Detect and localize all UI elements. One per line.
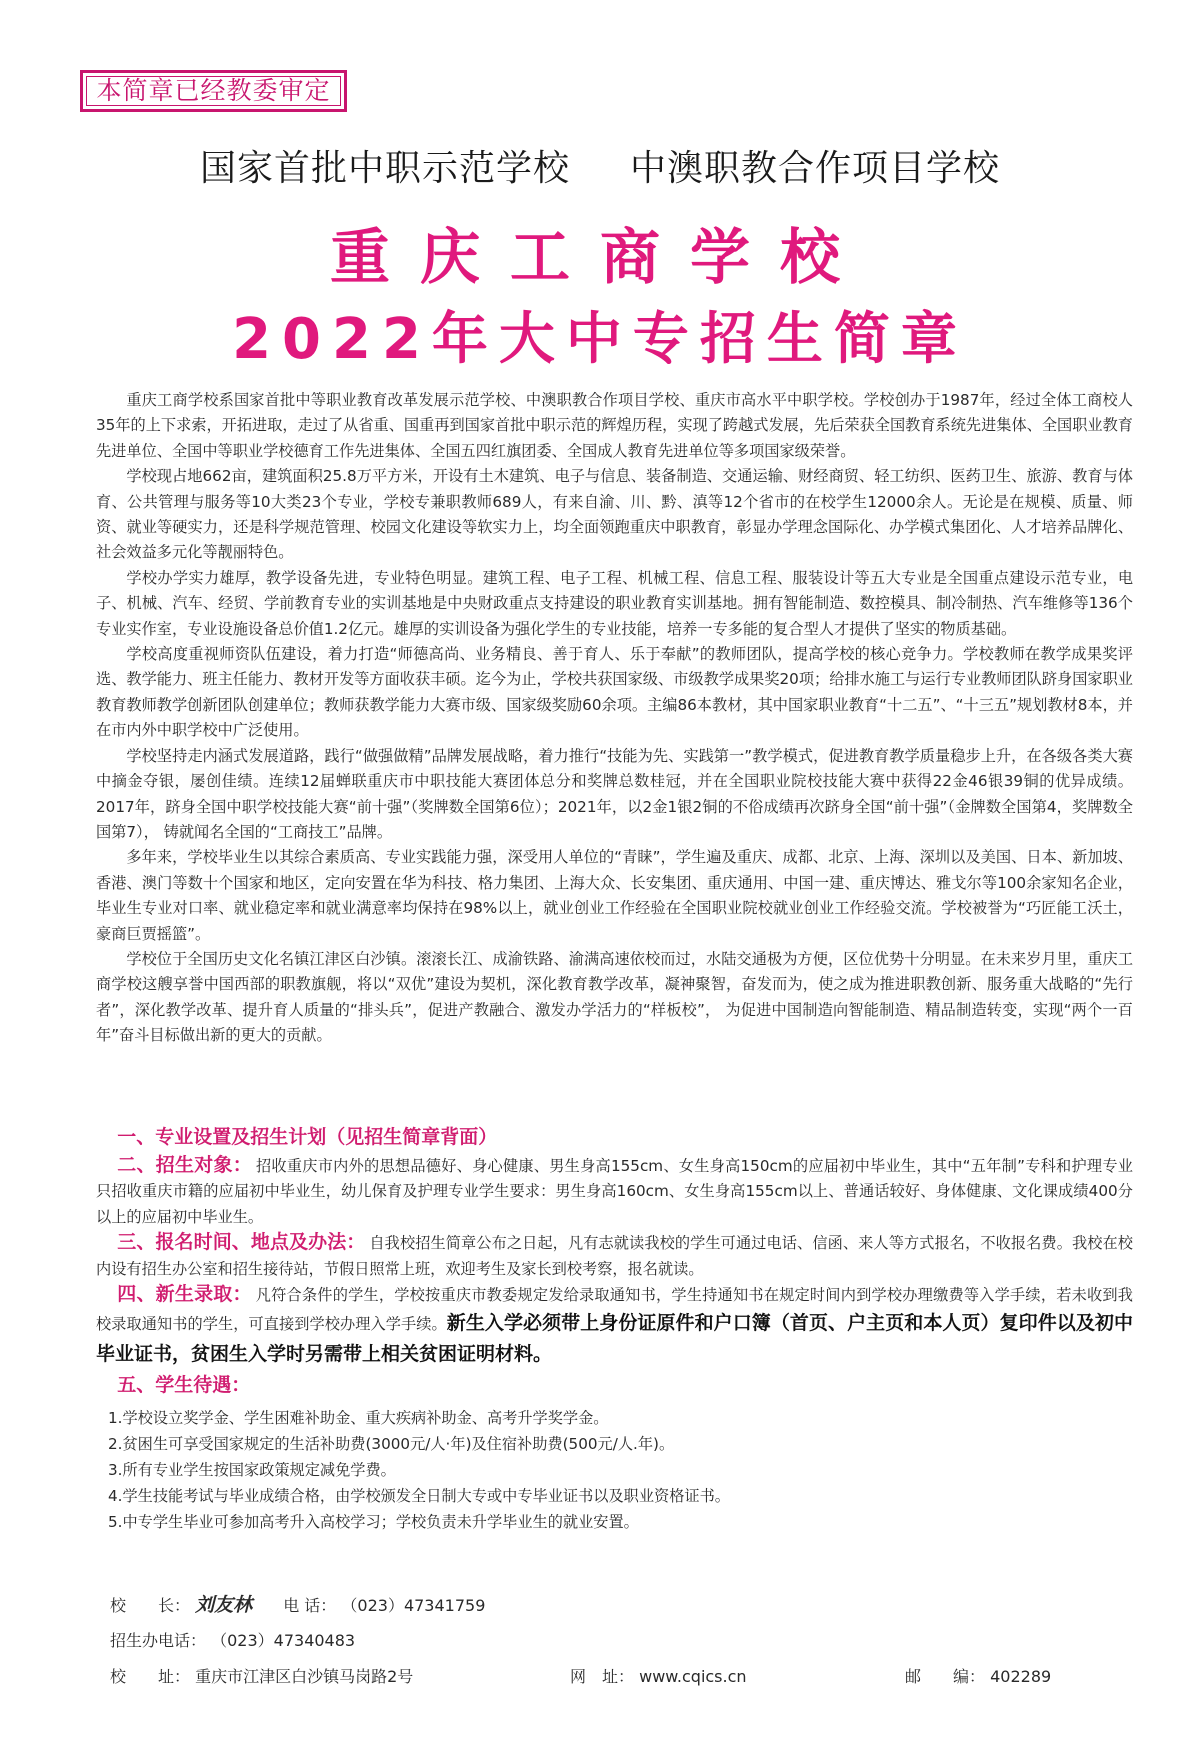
- subtitle-line: [0, 140, 1200, 191]
- office-row: [110, 1628, 355, 1651]
- section-heading: 四、新生录取：: [117, 1283, 252, 1306]
- section-majors: [96, 1122, 1133, 1153]
- admission-requirements: 新生入学必须带上身份证原件和户口簿（首页、户主页和本人页）复印件以及初中毕业证书，贫困生入学时另需带上相关贫困证明材料。: [96, 1312, 1133, 1366]
- intro-paragraph: 学校位于全国历史文化名镇江津区白沙镇。滚滚长江、成渝铁路、渝满高速依校而过，水陆交通极为方便，区位优势十分明显。在未来岁月里，重庆工商学校这艘享誉中国西部的职教旗舰，将以“双优”建设为契机，深化教育教学改革，凝神聚智，奋发而为，使之成为推进职教创新、服务重大战略的“先行者”，深化教学改革、提升育人质量的“排头兵”，促进产教融合、激发办学活力的“样板校”， 为促进中国制造向智能制造、精品制造转变，实现“两个一百年”奋斗目标做出新的更大的贡献。: [96, 949, 1133, 1045]
- subtitle-right: 中澳职教合作项目学校: [630, 148, 1001, 189]
- list-item: 5.中专学生毕业可参加高考升入高校学习；学校负责未升学毕业生的就业安置。: [108, 1513, 639, 1532]
- address-row: [110, 1664, 413, 1687]
- website-row: [570, 1664, 747, 1687]
- office-phone: （023）47340483: [211, 1631, 356, 1650]
- intro-paragraph: 学校坚持走内涵式发展道路，践行“做强做精”品牌发展战略，着力推行“技能为先、实践第一”教学模式，促进教育教学质量稳步上升，在各级各类大赛中摘金夺银，屡创佳绩。连续12届蝉联重庆市中职技能大赛团体总分和奖牌总数桂冠，并在全国职业院校技能大赛中获得22金46银39铜的优异成绩。2017年，跻身全国中职学校技能大赛“前十强”（奖牌数全国第6位）；2021年，以2金1银2铜的不俗成绩再次跻身全国“前十强”（金牌数全国第4，奖牌数全国第7）， 铸就闻名全国的“工商技工”品牌。: [96, 746, 1133, 841]
- intro-paragraph: 学校现占地662亩，建筑面积25.8万平方米，开设有土木建筑、电子与信息、装备制造、交通运输、财经商贸、轻工纺织、医药卫生、旅游、教育与体育、公共管理与服务等10大类23个专业，学校专兼职教师689人，有来自渝、川、黔、滇等12个省市的在校学生12000余人。无论是在规模、质量、师资、就业等硬实力，还是科学规范管理、校园文化建设等软实力上，均全面领跑重庆中职教育，彰显办学理念国际化、办学模式集团化、人才培养品牌化、社会效益多元化等靓丽特色。: [96, 467, 1133, 562]
- intro-section: [96, 388, 1133, 1049]
- postcode-label: 邮 编：: [905, 1667, 986, 1686]
- section-registration: [96, 1230, 1133, 1282]
- section-heading: 一、专业设置及招生计划（见招生简章背面）: [117, 1126, 498, 1148]
- postcode-row: [905, 1664, 1051, 1687]
- section-benefits: [96, 1370, 1133, 1401]
- website-label: 网 址：: [570, 1667, 635, 1686]
- website-link[interactable]: www.cqics.cn: [639, 1667, 747, 1686]
- section-targets: [96, 1153, 1133, 1230]
- intro-paragraph: 重庆工商学校系国家首批中等职业教育改革发展示范学校、中澳职教合作项目学校、重庆市高水平中职学校。学校创办于1987年，经过全体工商校人35年的上下求索，开拓进取，走过了从省重、国重再到国家首批中职示范的辉煌历程，实现了跨越式发展，先后荣获全国教育系统先进集体、全国职业教育先进单位、全国中等职业学校德育工作先进集体、全国五四红旗团委、全国成人教育先进单位等多项国家级荣誉。: [96, 391, 1133, 460]
- section-text: 凡符合条件的学生，学校按重庆市教委规定发给录取通知书，学生持通知书在规定时间内到学校办理缴费等入学手续，若未收到我校录取通知书的学生，可直接到学校办理入学手续。: [96, 1286, 1133, 1334]
- section-heading: 三、报名时间、地点及办法：: [117, 1231, 366, 1254]
- phone-label: 电 话：: [283, 1596, 337, 1615]
- enrollment-sections: [96, 1122, 1133, 1535]
- approval-stamp: 本简章已经教委审定: [80, 70, 347, 112]
- list-item: 3.所有专业学生按国家政策规定减免学费。: [108, 1461, 396, 1480]
- address-label: 校 址：: [110, 1667, 191, 1686]
- section-heading: 二、招生对象：: [117, 1154, 252, 1176]
- intro-paragraph: 学校高度重视师资队伍建设，着力打造“师德高尚、业务精良、善于育人、乐于奉献”的教师团队，提高学校的核心竞争力。学校教师在教学成果奖评选、教学能力、班主任能力、教材开发等方面收获丰硕。迄今为止，学校共获国家级、市级教学成果奖20项；给排水施工与运行专业教师团队跻身国家职业教育教师教学创新团队创建单位；教师获教学能力大赛市级、国家级奖励60余项。主编86本教材，其中国家职业教育“十二五”、“十三五”规划教材8本，并在市内外中职学校中广泛使用。: [96, 645, 1133, 740]
- postcode-value: 402289: [990, 1667, 1052, 1686]
- list-item: 4.学生技能考试与毕业成绩合格，由学校颁发全日制大专或中专毕业证书以及职业资格证书。: [108, 1487, 730, 1506]
- section-admission: [96, 1282, 1133, 1370]
- section-heading: 五、学生待遇：: [117, 1374, 251, 1397]
- intro-paragraph: 学校办学实力雄厚，教学设备先进，专业特色明显。建筑工程、电子工程、机械工程、信息工程、服装设计等五大专业是全国重点建设示范专业，电子、机械、汽车、经贸、学前教育专业的实训基地是中央财政重点支持建设的职业教育实训基地。拥有智能制造、数控模具、制冷制热、汽车维修等136个专业实作室，专业设施设备总价值1.2亿元。雄厚的实训设备为强化学生的专业技能，培养一专多能的复合型人才提供了坚实的物质基础。: [96, 568, 1133, 638]
- principal-signature: 刘友林: [195, 1594, 253, 1616]
- principal-row: [110, 1590, 485, 1617]
- benefits-list: [96, 1405, 1133, 1535]
- office-label: 招生办电话：: [110, 1631, 207, 1650]
- intro-paragraph: 多年来，学校毕业生以其综合素质高、专业实践能力强，深受用人单位的“青睐”，学生遍及重庆、成都、北京、上海、深圳以及美国、日本、新加坡、香港、澳门等数十个国家和地区，定向安置在华为科技、格力集团、上海大众、长安集团、重庆通用、中国一建、重庆博达、雅戈尔等100余家知名企业，毕业生专业对口率、就业稳定率和就业满意率均保持在98%以上，就业创业工作经验在全国职业院校就业创业工作经验交流。学校被誉为“巧匠能工沃土，豪商巨贾摇篮”。: [96, 848, 1133, 943]
- section-text: 招收重庆市内外的思想品德好、身心健康、男生身高155cm、女生身高150cm的应届初中毕业生，其中“五年制”专科和护理专业只招收重庆市籍的应届初中毕业生，幼儿保育及护理专业学生要求：男生身高160cm、女生身高155cm以上、普通话较好、身体健康、文化课成绩400分以上的应届初中毕业生。: [96, 1157, 1133, 1226]
- phone-number: （023）47341759: [341, 1596, 486, 1615]
- section-text: 自我校招生简章公布之日起，凡有志就读我校的学生可通过电话、信函、来人等方式报名，不收报名费。我校在校内设有招生办公室和招生接待站，节假日照常上班，欢迎考生及家长到校考察，报名就读。: [96, 1234, 1133, 1278]
- list-item: 1.学校设立奖学金、学生困难补助金、重大疾病补助金、高考升学奖学金。: [108, 1409, 609, 1428]
- subtitle-left: 国家首批中职示范学校: [199, 148, 570, 189]
- school-name: 重庆工商学校: [330, 223, 870, 293]
- address-value: 重庆市江津区白沙镇马岗路2号: [195, 1667, 414, 1686]
- list-item: 2.贫困生可享受国家规定的生活补助费(3000元/人·年)及住宿补助费(500元/人.年)。: [108, 1435, 675, 1454]
- principal-label: 校 长：: [110, 1596, 191, 1615]
- page-title: 2022年大中专招生简章: [232, 307, 968, 372]
